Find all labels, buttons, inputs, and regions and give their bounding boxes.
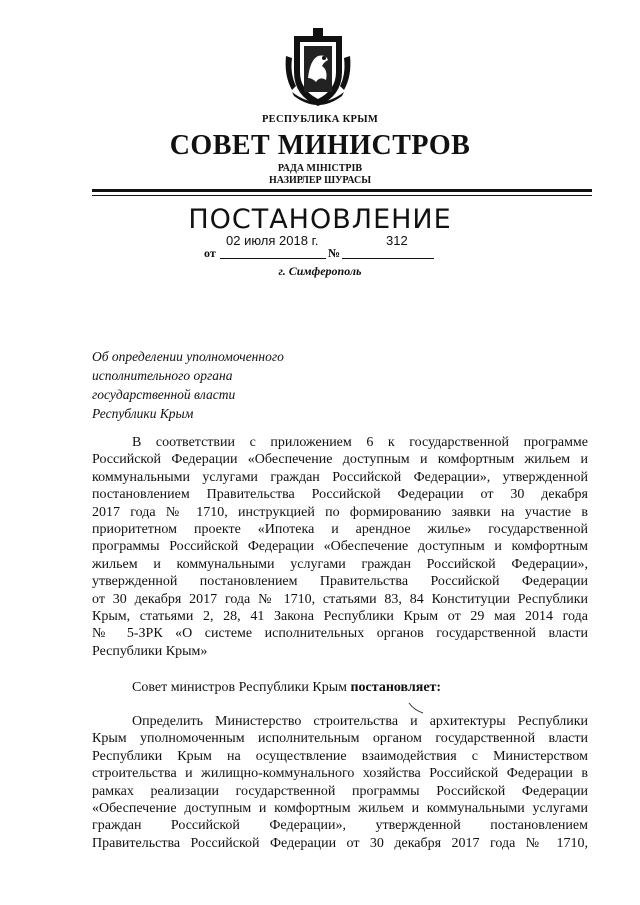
paragraph-line: «Обеспечение доступным и комфортным жильем и коммунальными услугами [92,800,588,816]
paragraph-line: постановлением Правительства Российской Федерации от 30 декабря [92,487,588,503]
decree-date: 02 июля 2018 г. [226,233,319,248]
decree-title: ПОСТАНОВЛЕНИЕ [188,204,452,235]
paragraph-line: от 30 декабря 2017 года № 1710, статьями 83, 84 Конституции Республики [92,591,588,607]
paragraph-line: граждан Российской Федерации», утвержденной постановлением [92,818,588,834]
city: г. Симферополь [278,264,362,278]
paragraph-line: Республики Крым» [92,643,208,659]
paragraph-line: коммунальными услугами граждан Российской Федерации», утвержденной [92,469,588,485]
resolution-prefix: Совет министров Республики Крым [132,680,351,695]
paragraph-line: Определить Министерство строительства и архитектуры Республики [132,714,588,729]
paragraph-line: строительства и жилищно-коммунального хозяйства Российской Федерации в [92,766,588,782]
paragraph-line: утвержденной постановлением Правительства Российской Федерации [92,574,588,590]
subject-line: Республики Крым [92,406,194,421]
date-underline [220,258,326,259]
decree-number: 312 [386,233,408,248]
paragraph-line: В соответствии с приложением 6 к государственной программе [132,435,588,450]
resolution-paragraph [92,713,588,852]
resolution-verb: постановляет: [350,680,442,695]
paragraph-line: приоритетном проекте «Ипотека и арендное жилье» государственной [92,521,588,537]
paragraph-line: Крым уполномоченным исполнительным органом государственной власти [92,731,588,747]
council-title-ukrainian: РАДА МІНІСТРІВ [277,163,363,174]
resolution-line [132,680,441,696]
council-title: СОВЕТ МИНИСТРОВ [169,130,471,161]
header-divider-thin [92,195,592,196]
number-underline [342,258,434,259]
paragraph-line: № 5-ЗРК «О системе исполнительных органов государственной власти [92,626,588,642]
from-label: от [204,246,216,260]
subject-line: Об определении уполномоченного [92,349,284,364]
paragraph-line: Республики Крым на осуществление взаимодействия с Министерством [92,748,588,764]
number-label: № [328,246,341,260]
paragraph-line: программы Российской Федерации «Обеспечение доступным и комфортным [92,539,588,555]
decree-subject [92,347,392,423]
council-title-crimean-tatar: НАЗИРЛЕР ШУРАСЫ [268,175,372,186]
crimea-coat-of-arms-icon [280,26,356,110]
paragraph-line: Правительства Российской Федерации от 30 декабря 2017 года № 1710, [92,835,588,851]
preamble-paragraph [92,434,588,660]
subject-line: исполнительного органа [92,368,233,383]
paragraph-line: рамках реализации государственной программы Российской Федерации [92,783,588,799]
header-divider-thick [92,189,592,192]
paragraph-line: жильем и коммунальными услугами граждан Российской Федерации», [92,556,588,572]
subject-line: государственной власти [92,387,236,402]
paragraph-line: Российской Федерации «Обеспечение доступным и комфортным жильем и [92,452,588,468]
paragraph-line: Крым, статьями 2, 28, 41 Закона Республики Крым от 29 мая 2014 года [92,608,588,624]
date-number-row [204,233,434,264]
paragraph-line: 2017 года № 1710, инструкцией по формированию заявки на участие в [92,504,588,520]
republic-name: РЕСПУБЛИКА КРЫМ [261,114,379,125]
